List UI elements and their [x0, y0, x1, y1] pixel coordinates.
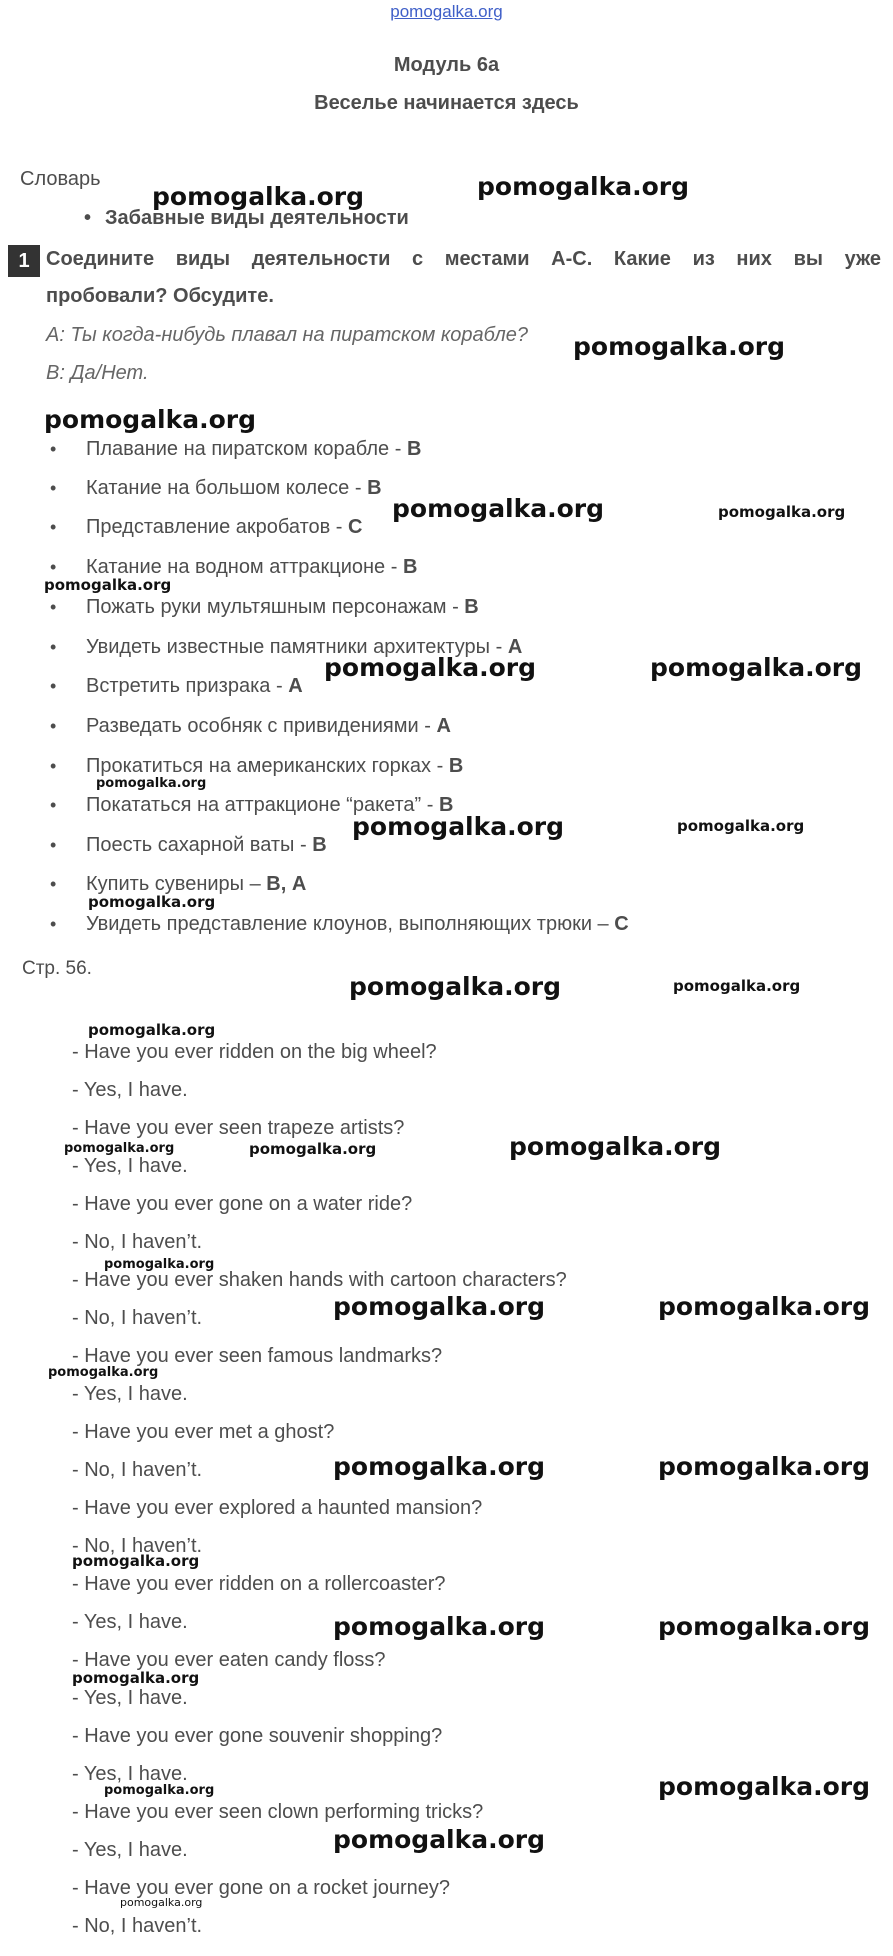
dialog-line: - No, I haven’t.	[72, 1459, 203, 1481]
bullet-icon: •	[50, 676, 57, 696]
vocab-heading: Словарь	[20, 168, 101, 190]
bullet-icon: •	[84, 207, 92, 229]
watermark: pomogalka.org	[333, 1612, 546, 1641]
task-text-line-1: Соедините виды деятельности с местами А-С. Какие из них вы уже	[46, 248, 881, 270]
dialog-line: - No, I haven’t.	[72, 1231, 203, 1253]
list-item: • Плавание на пиратском корабле - В	[50, 438, 422, 460]
watermark: pomogalka.org	[333, 1292, 546, 1321]
dialog-line: - Yes, I have.	[72, 1079, 188, 1101]
dialog-line: - Yes, I have.	[72, 1611, 188, 1633]
list-item: • Разведать особняк с привидениями - А	[50, 715, 451, 737]
dialog-line: - Yes, I have.	[72, 1155, 188, 1177]
page-reference: Стр. 56.	[22, 958, 92, 979]
watermark: pomogalka.org	[477, 172, 690, 201]
watermark: pomogalka.org	[44, 405, 257, 434]
module-title: Модуль 6а	[393, 54, 500, 76]
watermark: pomogalka.org	[509, 1132, 722, 1161]
bullet-icon: •	[50, 439, 57, 459]
dialog-b: В: Да/Нет.	[46, 362, 149, 384]
vocab-item-label: Забавные виды деятельности	[105, 207, 409, 229]
dialog-line: - No, I haven’t.	[72, 1915, 203, 1937]
list-item: • Увидеть представление клоунов, выполняющих трюки – С	[50, 913, 629, 935]
watermark: pomogalka.org	[324, 653, 537, 682]
dialog-line: - Have you ever seen famous landmarks?	[72, 1345, 443, 1367]
watermark: pomogalka.org	[88, 893, 216, 911]
watermark: pomogalka.org	[349, 972, 562, 1001]
list-item: • Катание на большом колесе - В	[50, 477, 382, 499]
watermark: pomogalka.org	[333, 1825, 546, 1854]
list-item: • Представление акробатов - С	[50, 516, 363, 538]
watermark: pomogalka.org	[88, 1021, 216, 1039]
watermark: pomogalka.org	[658, 1452, 871, 1481]
list-item: • Увидеть известные памятники архитектуры - А	[50, 636, 523, 658]
watermark: pomogalka.org	[677, 817, 805, 835]
watermark: pomogalka.org	[72, 1669, 200, 1687]
dialog-line: - Have you ever shaken hands with cartoon characters?	[72, 1269, 567, 1291]
exercise-number: 1	[8, 245, 40, 277]
watermark: pomogalka.org	[392, 494, 605, 523]
list-item: • Прокатиться на американских горках - В	[50, 755, 464, 777]
bullet-icon: •	[50, 716, 57, 736]
watermark: pomogalka.org	[104, 1783, 215, 1798]
dialog-line: - No, I haven’t.	[72, 1307, 203, 1329]
dialog-line: - Have you ever eaten candy floss?	[72, 1649, 386, 1671]
watermark: pomogalka.org	[48, 1365, 159, 1380]
task-text-line-2: пробовали? Обсудите.	[46, 285, 274, 307]
bullet-icon: •	[50, 795, 57, 815]
dialog-line: - Have you ever explored a haunted mansion?	[72, 1497, 483, 1519]
watermark: pomogalka.org	[64, 1141, 175, 1156]
watermark: pomogalka.org	[120, 1896, 203, 1909]
watermark: pomogalka.org	[658, 1772, 871, 1801]
list-item: • Встретить призрака - А	[50, 675, 303, 697]
watermark: pomogalka.org	[658, 1292, 871, 1321]
dialog-line: - Yes, I have.	[72, 1763, 188, 1785]
bullet-icon: •	[50, 874, 57, 894]
watermark: pomogalka.org	[72, 1552, 200, 1570]
watermark: pomogalka.org	[104, 1257, 215, 1272]
watermark: pomogalka.org	[650, 653, 863, 682]
dialog-line: - Yes, I have.	[72, 1687, 188, 1709]
dialog-line: - Yes, I have.	[72, 1839, 188, 1861]
dialog-line: - No, I haven’t.	[72, 1535, 203, 1557]
watermark: pomogalka.org	[44, 576, 172, 594]
watermark: pomogalka.org	[718, 503, 846, 521]
list-item: • Поесть сахарной ваты - В	[50, 834, 327, 856]
bullet-icon: •	[50, 756, 57, 776]
dialog-line: - Have you ever gone on a water ride?	[72, 1193, 413, 1215]
dialog-line: - Have you ever met a ghost?	[72, 1421, 335, 1443]
watermark: pomogalka.org	[352, 812, 565, 841]
dialog-line: - Have you ever gone souvenir shopping?	[72, 1725, 443, 1747]
site-link[interactable]: pomogalka.org	[390, 2, 503, 21]
dialog-line: - Yes, I have.	[72, 1383, 188, 1405]
bullet-icon: •	[50, 637, 57, 657]
watermark: pomogalka.org	[152, 182, 365, 211]
module-subtitle: Веселье начинается здесь	[314, 92, 579, 114]
dialog-line: - Have you ever gone on a rocket journey?	[72, 1877, 450, 1899]
watermark: pomogalka.org	[573, 332, 786, 361]
dialog-line: - Have you ever ridden on the big wheel?	[72, 1041, 437, 1063]
bullet-icon: •	[50, 478, 57, 498]
watermark: pomogalka.org	[658, 1612, 871, 1641]
dialog-line: - Have you ever seen trapeze artists?	[72, 1117, 405, 1139]
bullet-icon: •	[50, 557, 57, 577]
dialog-a: А: Ты когда-нибудь плавал на пиратском корабле?	[46, 324, 529, 346]
bullet-icon: •	[50, 835, 57, 855]
list-item: • Купить сувениры – В, А	[50, 873, 307, 895]
watermark: pomogalka.org	[96, 776, 207, 791]
list-item: • Пожать руки мультяшным персонажам - В	[50, 596, 479, 618]
list-item: • Катание на водном аттракционе - В	[50, 556, 418, 578]
bullet-icon: •	[50, 597, 57, 617]
bullet-icon: •	[50, 914, 57, 934]
watermark: pomogalka.org	[673, 977, 801, 995]
watermark: pomogalka.org	[333, 1452, 546, 1481]
dialog-line: - Have you ever ridden on a rollercoaster?	[72, 1573, 446, 1595]
watermark: pomogalka.org	[249, 1140, 377, 1158]
bullet-icon: •	[50, 517, 57, 537]
dialog-line: - Have you ever seen clown performing tricks?	[72, 1801, 484, 1823]
list-item: • Покататься на аттракционе “ракета” - В	[50, 794, 454, 816]
